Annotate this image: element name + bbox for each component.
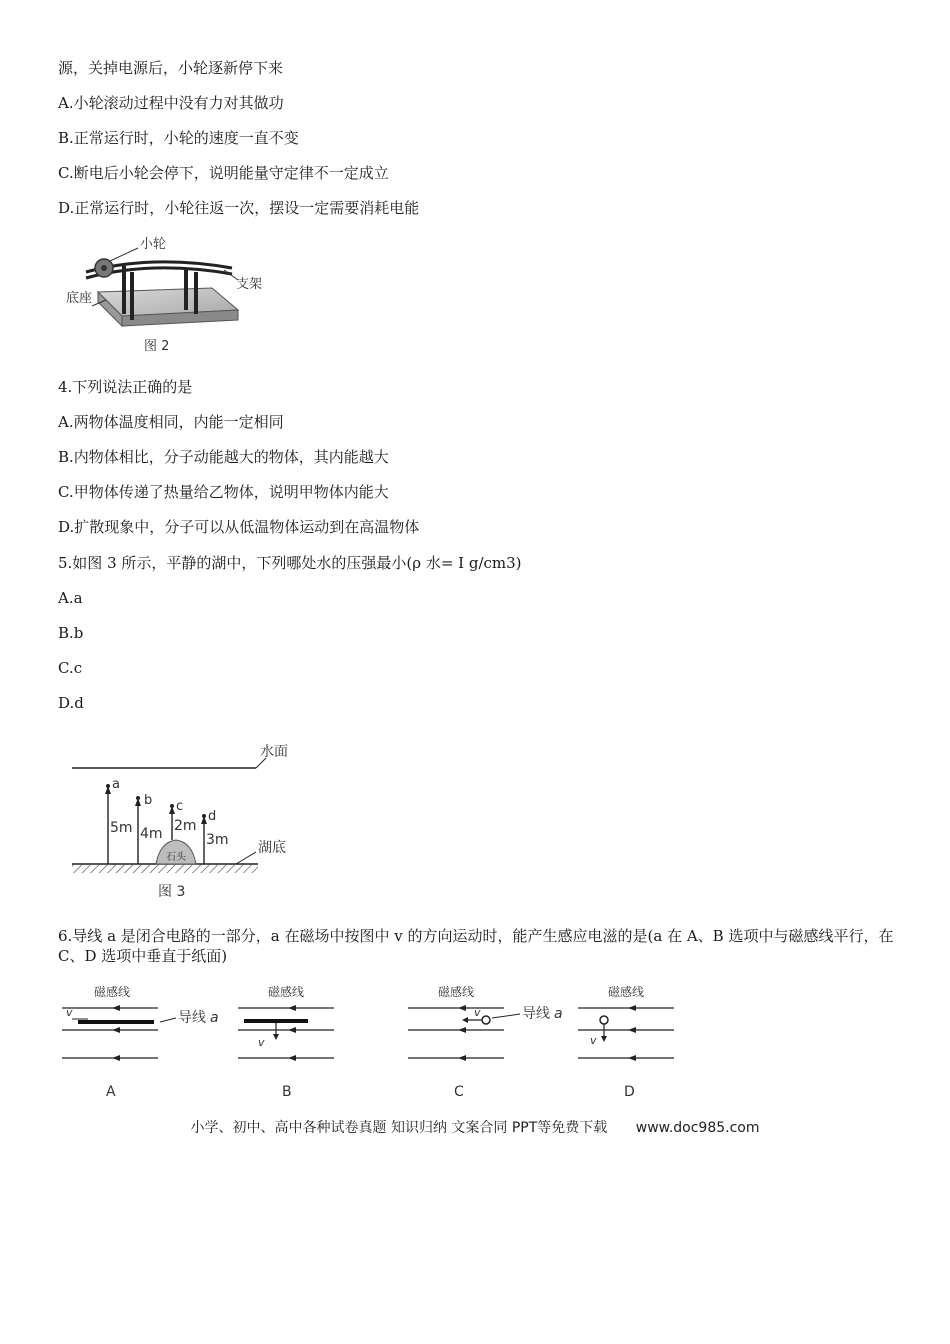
footer: [0, 1117, 950, 1137]
panel-d: [578, 984, 674, 1100]
panel-d-velocity: v: [590, 1034, 597, 1047]
q6-stem: 6.导线 a 是闭合电路的一部分，a 在磁场中按图中 v 的方向运动时，能产生感应电滋的是(a 在 A、B 选项中与磁感线平行，在 C、D 选项中垂直于纸面): [58, 927, 894, 965]
depth-label-d: 3m: [206, 832, 229, 848]
q5-option-d: D.d: [58, 694, 84, 712]
label-lake-bottom: 湖底: [258, 840, 286, 856]
panel-a-field-label: 磁感线: [94, 985, 131, 999]
figure-2-track-toy: [62, 228, 282, 358]
label-wheel: 小轮: [140, 237, 167, 252]
depth-label-c: 2m: [174, 818, 197, 834]
wire-label-cd: 导线 a: [522, 1006, 563, 1022]
q5-option-c: C.c: [58, 659, 83, 677]
q3-option-d: D.正常运行时，小轮往返一次，摆设一定需要消耗电能: [58, 199, 420, 217]
figure-2-caption: 图 2: [144, 339, 170, 354]
panel-a-velocity: v: [66, 1006, 73, 1019]
point-label-a: a: [112, 777, 120, 792]
q5-option-b: B.b: [58, 624, 84, 642]
q5-stem: 5.如图 3 所示，平静的湖中，下列哪处水的压强最小(ρ 水= I g/cm3): [58, 554, 522, 572]
wire-label-ab: 导线 a: [178, 1010, 219, 1026]
q3-option-c: C.断电后小轮会停下，说明能量守定律不一定成立: [58, 164, 389, 182]
q3-stem-tail: 源，关掉电源后，小轮逐新停下来: [58, 59, 284, 77]
point-label-b: b: [144, 793, 153, 808]
q5-option-a: A.a: [58, 589, 83, 607]
q3-option-b: B.正常运行时，小轮的速度一直不变: [58, 129, 299, 147]
label-stone: 石头: [166, 852, 186, 863]
q4-stem: 4.下列说法正确的是: [58, 378, 193, 396]
figure-3-lake-depth: [66, 736, 306, 906]
footer-text: 小学、初中、高中各种试卷真题 知识归纳 文案合同 PPT等免费下载: [190, 1120, 608, 1136]
figure-induction-options: [58, 978, 698, 1104]
depth-label-a: 5m: [110, 820, 133, 836]
label-base: 底座: [66, 291, 93, 306]
label-water-surface: 水面: [260, 744, 288, 760]
panel-a-letter: A: [106, 1084, 116, 1100]
q4-option-a: A.两物体温度相同，内能一定相同: [58, 413, 284, 431]
panel-b-letter: B: [282, 1084, 292, 1100]
panel-c-letter: C: [454, 1084, 464, 1100]
panel-d-field-label: 磁感线: [608, 985, 645, 999]
footer-url[interactable]: www.doc985.com: [635, 1120, 760, 1136]
panel-c-field-label: 磁感线: [438, 985, 475, 999]
panel-b-velocity: v: [258, 1036, 265, 1049]
point-label-c: c: [176, 799, 184, 814]
depth-label-b: 4m: [140, 826, 163, 842]
point-label-d: d: [208, 809, 217, 824]
panel-d-wire: [600, 1016, 608, 1024]
figure-3-caption: 图 3: [158, 884, 186, 900]
panel-c: [408, 984, 504, 1100]
panel-b-field-label: 磁感线: [268, 985, 305, 999]
q4-option-c: C.甲物体传递了热量给乙物体，说明甲物体内能大: [58, 483, 389, 501]
panel-c-wire: [482, 1016, 490, 1024]
q4-option-d: D.扩散现象中，分子可以从低温物体运动到在高温物体: [58, 518, 420, 536]
q3-option-a: A.小轮滚动过程中没有力对其做功: [58, 94, 284, 112]
panel-d-letter: D: [624, 1084, 635, 1100]
panel-a: [62, 984, 158, 1100]
label-stand: 支架: [236, 277, 263, 292]
q4-option-b: B.内物体相比，分子动能越大的物体，其内能越大: [58, 448, 389, 466]
panel-c-velocity: v: [474, 1006, 481, 1019]
panel-b: [238, 984, 334, 1100]
